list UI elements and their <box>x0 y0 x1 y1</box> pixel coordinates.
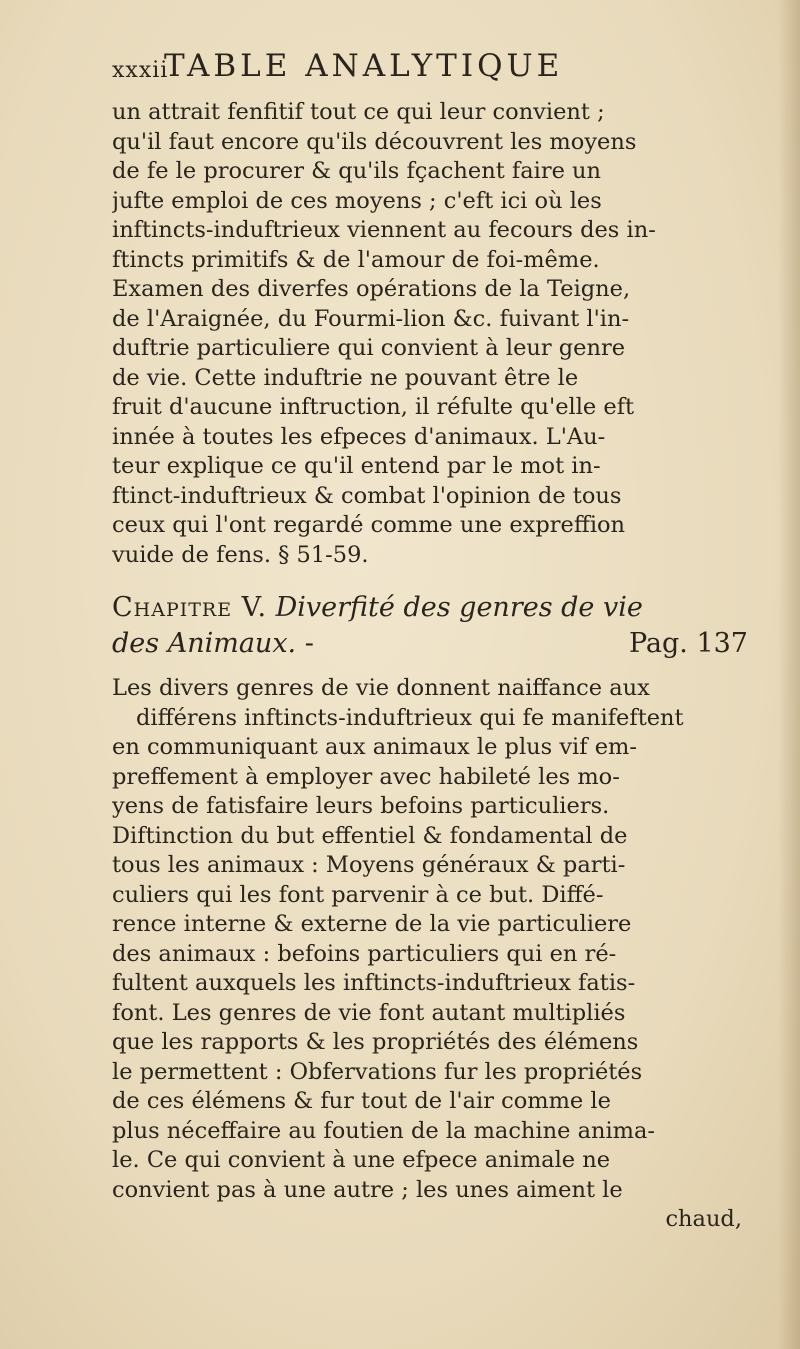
chapter-title: Diverfité des genres de vie <box>275 592 643 623</box>
page-header <box>112 48 752 98</box>
chapter-title-continued: des Animaux. <box>112 628 297 659</box>
text-line: ceux qui l'ont regardé comme une expreffion <box>112 512 626 538</box>
page-folio: xxxii <box>112 58 169 83</box>
running-title: TABLE ANALYTIQUE <box>164 48 564 84</box>
text-line: tous les animaux : Moyens généraux & parti- <box>112 852 626 878</box>
text-line: ftincts primitifs & de l'amour de foi-même. <box>112 246 600 273</box>
chapter-heading <box>112 590 762 662</box>
text-line: de ces élémens & fur tout de l'air comme le <box>112 1088 611 1114</box>
paragraph-1 <box>112 98 762 570</box>
text-line: inftincts-induftrieux viennent au fecours des in- <box>112 217 656 243</box>
text-line: Examen des diverfes opérations de la Teigne, <box>112 276 631 302</box>
text-line: yens de fatisfaire leurs befoins particuliers. <box>112 793 610 819</box>
text-line: que les rapports & les propriétés des élémens <box>112 1029 639 1055</box>
text-line: Diftinction du but effentiel & fondamental de <box>112 822 628 849</box>
text-line: duftrie particuliere qui convient à leur genre <box>112 335 626 361</box>
text-line: fruit d'aucune inftruction, il réfulte qu'elle eft <box>112 394 635 420</box>
text-line: rence interne & externe de la vie particuliere <box>112 911 632 937</box>
text-line: convient pas à une autre ; les unes aiment le <box>112 1176 623 1203</box>
text-line: qu'il faut encore qu'ils découvrent les moyens <box>112 128 637 155</box>
text-line: de fe le procurer & qu'ils fçachent faire un <box>112 158 602 184</box>
text-line: de l'Araignée, du Fourmi-lion &c. fuivant l'in- <box>112 305 630 332</box>
text-line: de vie. Cette induftrie ne pouvant être le <box>112 364 579 391</box>
page-reference: Pag. 137 <box>628 628 748 659</box>
text-line: le. Ce qui convient à une efpece animale ne <box>112 1147 611 1173</box>
text-line: culiers qui les font parvenir à ce but. Diffé- <box>112 881 604 908</box>
text-line: fultent auxquels les inftincts-induftrieux fatis- <box>112 970 636 996</box>
text-line: différens inftincts-induftrieux qui fe manifeftent <box>136 704 684 731</box>
text-line: font. Les genres de vie font autant multipliés <box>112 999 626 1026</box>
text-line: en communiquant aux animaux le plus vif em- <box>112 734 637 760</box>
text-line: plus néceffaire au foutien de la machine anima- <box>112 1117 656 1144</box>
text-line: des animaux : befoins particuliers qui en ré- <box>112 940 617 967</box>
chapter-label: Chapitre V. <box>112 592 268 623</box>
chapter-heading-line-1 <box>112 590 762 626</box>
text-line: Les divers genres de vie donnent naiffance aux <box>112 675 650 701</box>
text-line: ftinct-induftrieux & combat l'opinion de tous <box>112 482 622 509</box>
text-line: jufte emploi de ces moyens ; c'eft ici où les <box>112 187 602 214</box>
chapter-heading-line-2 <box>112 626 762 662</box>
chapter-dash: - <box>304 628 314 659</box>
text-line: preffement à employer avec habileté les mo- <box>112 763 620 790</box>
text-line: vuide de fens. § 51-59. <box>112 541 369 568</box>
text-line: le permettent : Obfervations fur les propriétés <box>112 1058 643 1085</box>
paragraph-2 <box>112 674 762 1235</box>
catchword: chaud, <box>665 1206 742 1232</box>
text-line: un attrait fenfitif tout ce qui leur convient ; <box>112 99 605 125</box>
text-line: teur explique ce qu'il entend par le mot in- <box>112 453 601 479</box>
page-body <box>112 98 762 1235</box>
text-line: innée à toutes les efpeces d'animaux. L'Au- <box>112 423 606 450</box>
